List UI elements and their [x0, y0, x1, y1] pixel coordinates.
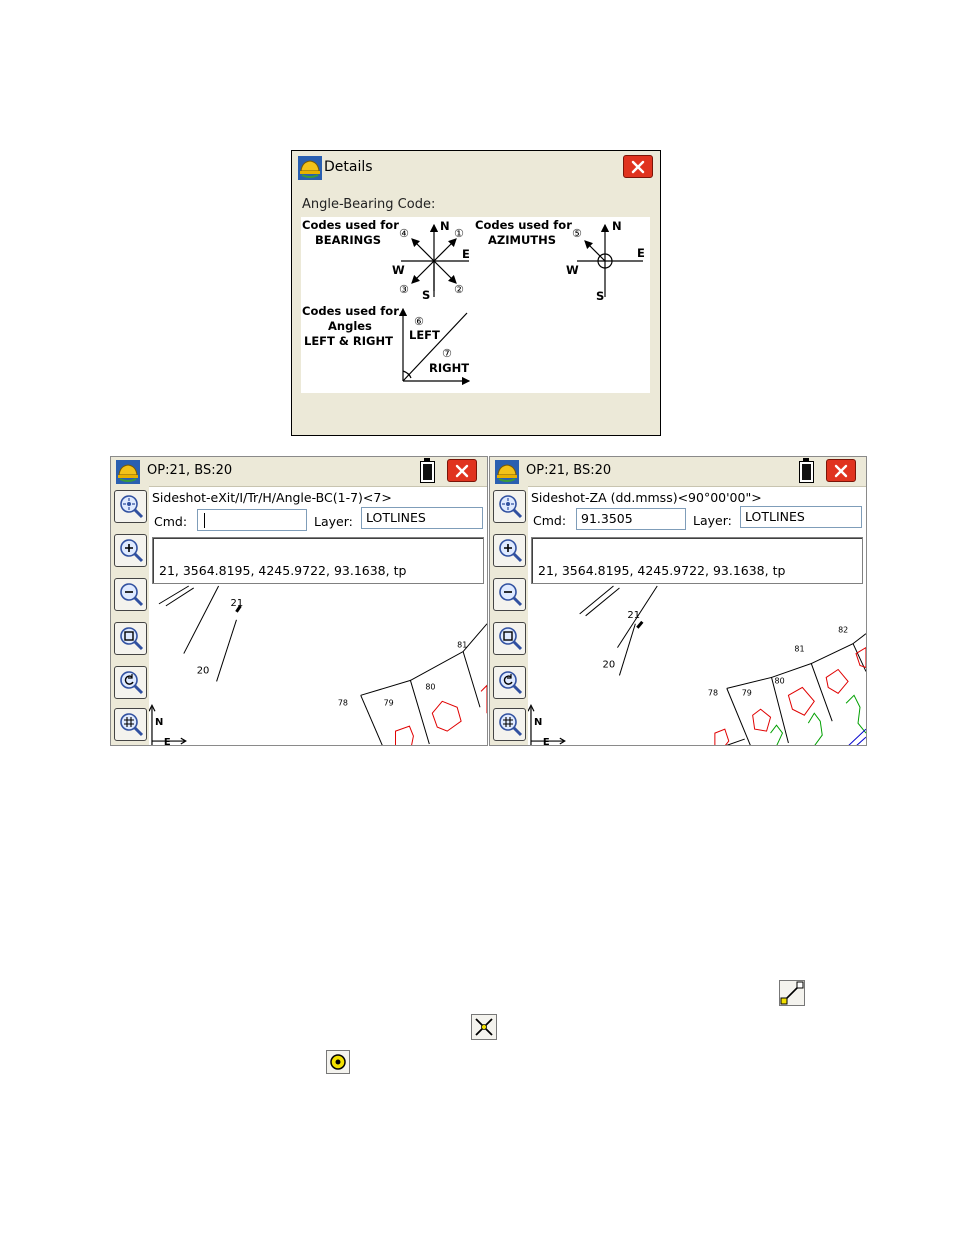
zoom-out-icon: [496, 581, 524, 609]
left-lot-81-label: 81: [457, 640, 468, 650]
hardhat-logo-icon: [495, 460, 519, 484]
code-2-label: ②: [454, 283, 464, 296]
right-point-20-label: 20: [602, 659, 616, 671]
right-lot-79-label: 79: [741, 688, 752, 698]
left-lot-78-label: 78: [337, 698, 348, 708]
bearings-heading-line1: Codes used for: [302, 218, 399, 232]
right-map-view[interactable]: [528, 584, 866, 746]
line-segment-icon: [779, 980, 805, 1006]
code-4-label: ④: [399, 227, 409, 240]
right-command-prompt: Sideshot-ZA (dd.mmss)<90°00'00">: [531, 490, 762, 505]
right-layer-value: LOTLINES: [745, 509, 805, 524]
sideshot-screen-right: [489, 456, 867, 746]
details-close-button[interactable]: [623, 155, 653, 178]
zoom-previous-button[interactable]: [493, 666, 526, 699]
zoom-previous-icon: [496, 669, 524, 697]
left-zoom-toolbar: [111, 486, 149, 745]
code-5-label: ⑤: [572, 227, 582, 240]
right-cmd-label: Cmd:: [533, 513, 567, 528]
hardhat-logo-icon: [116, 460, 140, 484]
close-x-icon: [834, 464, 848, 478]
code-3-label: ③: [399, 283, 409, 296]
left-map-view[interactable]: [149, 584, 487, 746]
zoom-out-icon: [117, 581, 145, 609]
left-cmd-label: Cmd:: [154, 514, 188, 529]
left-point-20-label: 20: [196, 665, 210, 677]
close-x-icon: [631, 160, 645, 174]
angles-heading-line1: Codes used for: [302, 304, 399, 318]
zoom-extents-button[interactable]: [114, 708, 147, 741]
zoom-in-icon: [117, 537, 145, 565]
azimuths-west-label: W: [566, 263, 579, 277]
zoom-center-button[interactable]: [493, 490, 526, 523]
sideshot-screen-left: [110, 456, 488, 746]
details-titlebar: [292, 151, 660, 184]
zoom-window-icon: [496, 625, 524, 653]
right-cmd-value: 91.3505: [581, 511, 633, 526]
right-point-readout: [531, 537, 863, 584]
azimuths-north-label: N: [612, 219, 622, 233]
azimuths-heading-line2: AZIMUTHS: [488, 233, 557, 247]
intersection-x-icon: [471, 1014, 497, 1040]
zoom-previous-icon: [117, 669, 145, 697]
right-titlebar: [490, 457, 866, 487]
target-point-icon: [326, 1050, 350, 1074]
zoom-window-icon: [117, 625, 145, 653]
right-lot-80-label: 80: [774, 676, 785, 686]
zoom-extents-icon: [117, 711, 145, 739]
right-north-label: N: [533, 717, 543, 729]
details-dialog: [291, 150, 661, 436]
left-north-label: N: [154, 717, 164, 729]
right-lot-78-label: 78: [707, 688, 719, 698]
right-point-21-label: 21: [627, 609, 641, 621]
zoom-window-button[interactable]: [493, 622, 526, 655]
hardhat-logo-icon: [298, 156, 322, 180]
zoom-window-button[interactable]: [114, 622, 147, 655]
left-layer-input[interactable]: [361, 507, 483, 529]
right-zoom-toolbar: [490, 486, 528, 745]
zoom-in-button[interactable]: [114, 534, 147, 567]
left-point-21-label: 21: [230, 597, 244, 609]
right-title: OP:21, BS:20: [526, 463, 612, 478]
right-label: RIGHT: [429, 361, 470, 375]
code-6-label: ⑥: [414, 315, 424, 328]
left-command-prompt: Sideshot-eXit/I/Tr/H/Angle-BC(1-7)<7>: [152, 490, 392, 505]
bearings-east-label: E: [462, 247, 470, 261]
left-layer-value: LOTLINES: [366, 510, 426, 525]
zoom-extents-icon: [496, 711, 524, 739]
zoom-in-button[interactable]: [493, 534, 526, 567]
right-east-label: E: [542, 737, 550, 747]
left-point-readout: [152, 537, 484, 584]
left-lot-79-label: 79: [383, 698, 394, 708]
azimuths-heading-line1: Codes used for: [475, 218, 572, 232]
left-east-label: E: [163, 737, 171, 747]
right-readout-text: 21, 3564.8195, 4245.9722, 93.1638, tp: [538, 563, 786, 578]
left-layer-label: Layer:: [314, 514, 353, 529]
azimuths-south-label: S: [596, 289, 605, 303]
right-cmd-input[interactable]: [576, 508, 686, 530]
zoom-extents-button[interactable]: [493, 708, 526, 741]
azimuths-east-label: E: [637, 246, 645, 260]
bearings-north-label: N: [440, 219, 450, 233]
bearings-heading-line2: BEARINGS: [315, 233, 382, 247]
battery-icon: [799, 461, 814, 483]
right-lot-82-label: 82: [838, 625, 849, 635]
battery-icon: [420, 461, 435, 483]
zoom-center-icon: [117, 493, 145, 521]
angle-bearing-code-label: Angle-Bearing Code:: [302, 197, 436, 212]
left-titlebar: [111, 457, 487, 487]
left-cmd-input[interactable]: [197, 509, 307, 531]
angles-heading-line3: LEFT & RIGHT: [304, 334, 393, 348]
left-label: LEFT: [409, 328, 440, 342]
zoom-in-icon: [496, 537, 524, 565]
left-title: OP:21, BS:20: [147, 463, 233, 478]
zoom-previous-button[interactable]: [114, 666, 147, 699]
left-lot-80-label: 80: [425, 682, 436, 692]
zoom-out-button[interactable]: [114, 578, 147, 611]
right-layer-input[interactable]: [740, 506, 862, 528]
zoom-center-icon: [496, 493, 524, 521]
details-title: Details: [324, 159, 373, 175]
left-close-button[interactable]: [447, 459, 477, 482]
close-x-icon: [455, 464, 469, 478]
code-7-label: ⑦: [442, 347, 452, 360]
bearings-south-label: S: [422, 288, 431, 302]
zoom-out-button[interactable]: [493, 578, 526, 611]
zoom-center-button[interactable]: [114, 490, 147, 523]
code-1-label: ①: [454, 227, 464, 240]
angle-bearing-diagram: [301, 217, 650, 393]
left-readout-text: 21, 3564.8195, 4245.9722, 93.1638, tp: [159, 563, 407, 578]
right-close-button[interactable]: [826, 459, 856, 482]
angles-heading-line2: Angles: [328, 319, 372, 333]
bearings-west-label: W: [392, 263, 405, 277]
right-layer-label: Layer:: [693, 513, 732, 528]
right-lot-81-label: 81: [794, 644, 805, 654]
